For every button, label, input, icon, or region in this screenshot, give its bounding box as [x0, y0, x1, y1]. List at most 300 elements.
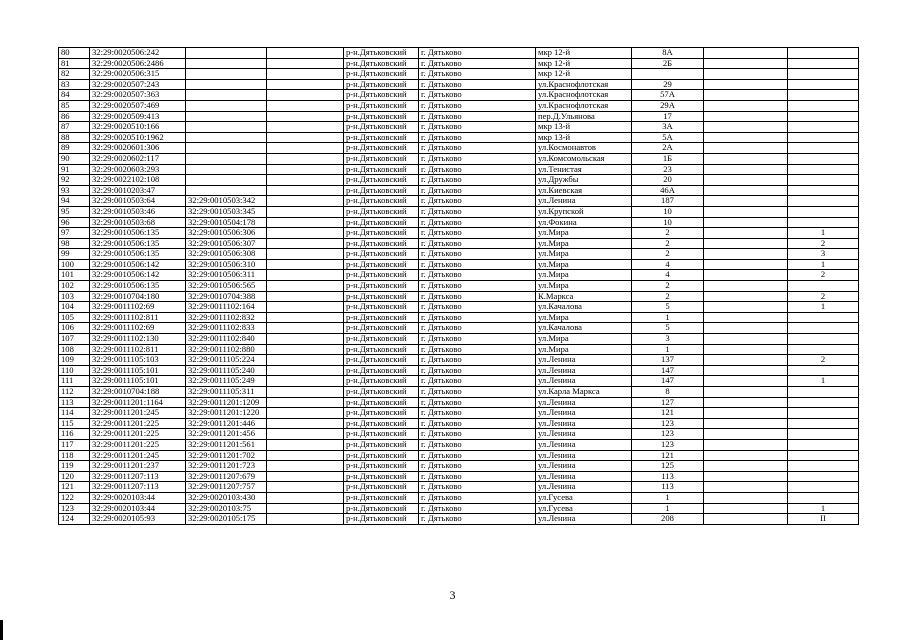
apartment-cell [788, 175, 859, 186]
street-cell: ул.Ленина [536, 514, 632, 525]
apartment-cell [788, 492, 859, 503]
empty-cell [267, 334, 344, 345]
building-cadastral-cell: 32:29:0011201:446 [186, 418, 267, 429]
apartment-cell: 2 [788, 291, 859, 302]
building-cadastral-cell: 32:29:0010503:342 [186, 196, 267, 207]
building-cadastral-cell: 32:29:0010506:565 [186, 281, 267, 292]
cadastral-number-cell: 32:29:0010506:142 [90, 259, 186, 270]
city-cell: г. Дятьково [419, 302, 536, 313]
table-row [59, 461, 859, 472]
table-row [59, 206, 859, 217]
table-row [59, 100, 859, 111]
street-cell: ул.Ленина [536, 397, 632, 408]
house-number-cell: 10 [632, 206, 704, 217]
street-cell: ул.Тенистая [536, 164, 632, 175]
building-cadastral-cell [186, 164, 267, 175]
table-row [59, 355, 859, 366]
row-number-cell: 106 [59, 323, 90, 334]
apartment-cell [788, 111, 859, 122]
row-number-cell: 87 [59, 122, 90, 133]
table-row [59, 122, 859, 133]
building-cell [704, 312, 788, 323]
building-cadastral-cell: 32:29:0010503:345 [186, 206, 267, 217]
building-cell [704, 143, 788, 154]
district-cell: р-н.Дятьковский [344, 217, 419, 228]
table-row [59, 175, 859, 186]
house-number-cell: 1 [632, 503, 704, 514]
table-row [59, 238, 859, 249]
building-cell [704, 450, 788, 461]
apartment-cell [788, 334, 859, 345]
table-row [59, 48, 859, 59]
building-cadastral-cell [186, 132, 267, 143]
cadastral-number-cell: 32:29:0011201:237 [90, 461, 186, 472]
table-row [59, 323, 859, 334]
city-cell: г. Дятьково [419, 185, 536, 196]
row-number-cell: 88 [59, 132, 90, 143]
house-number-cell: 121 [632, 450, 704, 461]
building-cell [704, 397, 788, 408]
empty-cell [267, 259, 344, 270]
house-number-cell: 5 [632, 302, 704, 313]
apartment-cell [788, 471, 859, 482]
city-cell: г. Дятьково [419, 111, 536, 122]
apartment-cell [788, 450, 859, 461]
city-cell: г. Дятьково [419, 270, 536, 281]
empty-cell [267, 365, 344, 376]
table-row [59, 90, 859, 101]
apartment-cell [788, 482, 859, 493]
apartment-cell [788, 132, 859, 143]
city-cell: г. Дятьково [419, 228, 536, 239]
street-cell: ул.Киевская [536, 185, 632, 196]
row-number-cell: 100 [59, 259, 90, 270]
building-cadastral-cell: 32:29:0011201:723 [186, 461, 267, 472]
district-cell: р-н.Дятьковский [344, 334, 419, 345]
street-cell: ул.Ленина [536, 365, 632, 376]
table-row [59, 69, 859, 80]
empty-cell [267, 122, 344, 133]
building-cadastral-cell: 32:29:0010704:388 [186, 291, 267, 302]
house-number-cell: 113 [632, 471, 704, 482]
cadastral-number-cell: 32:29:0011207:113 [90, 482, 186, 493]
district-cell: р-н.Дятьковский [344, 206, 419, 217]
building-cell [704, 291, 788, 302]
empty-cell [267, 196, 344, 207]
building-cell [704, 302, 788, 313]
street-cell: ул.Ленина [536, 439, 632, 450]
empty-cell [267, 100, 344, 111]
apartment-cell [788, 429, 859, 440]
house-number-cell: 8А [632, 48, 704, 59]
city-cell: г. Дятьково [419, 450, 536, 461]
city-cell: г. Дятьково [419, 344, 536, 355]
house-number-cell: 208 [632, 514, 704, 525]
row-number-cell: 85 [59, 100, 90, 111]
house-number-cell: 1Б [632, 153, 704, 164]
street-cell: ул.Мира [536, 238, 632, 249]
city-cell: г. Дятьково [419, 492, 536, 503]
district-cell: р-н.Дятьковский [344, 429, 419, 440]
street-cell: ул.Ленина [536, 355, 632, 366]
house-number-cell: 125 [632, 461, 704, 472]
row-number-cell: 82 [59, 69, 90, 80]
city-cell: г. Дятьково [419, 153, 536, 164]
building-cell [704, 196, 788, 207]
apartment-cell [788, 58, 859, 69]
building-cadastral-cell [186, 143, 267, 154]
table-row [59, 334, 859, 345]
street-cell: мкр 12-й [536, 48, 632, 59]
empty-cell [267, 408, 344, 419]
empty-cell [267, 355, 344, 366]
house-number-cell: 147 [632, 376, 704, 387]
city-cell: г. Дятьково [419, 461, 536, 472]
building-cadastral-cell: 32:29:0011102:840 [186, 334, 267, 345]
row-number-cell: 95 [59, 206, 90, 217]
house-number-cell: 2 [632, 228, 704, 239]
row-number-cell: 113 [59, 397, 90, 408]
row-number-cell: 124 [59, 514, 90, 525]
apartment-cell [788, 164, 859, 175]
house-number-cell: 5 [632, 323, 704, 334]
city-cell: г. Дятьково [419, 429, 536, 440]
cadastral-number-cell: 32:29:0010503:46 [90, 206, 186, 217]
street-cell: ул.Ленина [536, 461, 632, 472]
building-cell [704, 270, 788, 281]
street-cell: ул.Ленина [536, 471, 632, 482]
district-cell: р-н.Дятьковский [344, 79, 419, 90]
district-cell: р-н.Дятьковский [344, 482, 419, 493]
district-cell: р-н.Дятьковский [344, 196, 419, 207]
house-number-cell: 2 [632, 291, 704, 302]
district-cell: р-н.Дятьковский [344, 365, 419, 376]
table-body [59, 48, 859, 525]
building-cell [704, 122, 788, 133]
street-cell: ул.Краснофлотская [536, 100, 632, 111]
street-cell: ул.Крупской [536, 206, 632, 217]
apartment-cell [788, 439, 859, 450]
building-cadastral-cell: 32:29:0020103:75 [186, 503, 267, 514]
cadastral-number-cell: 32:29:0011201:225 [90, 429, 186, 440]
city-cell: г. Дятьково [419, 355, 536, 366]
cadastral-number-cell: 32:29:0020510:1962 [90, 132, 186, 143]
district-cell: р-н.Дятьковский [344, 418, 419, 429]
apartment-cell: 2 [788, 270, 859, 281]
city-cell: г. Дятьково [419, 79, 536, 90]
building-cadastral-cell: 32:29:0010506:311 [186, 270, 267, 281]
row-number-cell: 97 [59, 228, 90, 239]
building-cell [704, 111, 788, 122]
building-cell [704, 334, 788, 345]
row-number-cell: 112 [59, 387, 90, 398]
house-number-cell: 1 [632, 344, 704, 355]
table-row [59, 281, 859, 292]
apartment-cell [788, 206, 859, 217]
street-cell: мкр 12-й [536, 58, 632, 69]
cadastral-number-cell: 32:29:0011105:101 [90, 365, 186, 376]
cadastral-number-cell: 32:29:0010506:135 [90, 281, 186, 292]
building-cadastral-cell: 32:29:0020105:175 [186, 514, 267, 525]
empty-cell [267, 69, 344, 80]
street-cell: ул.Фокина [536, 217, 632, 228]
district-cell: р-н.Дятьковский [344, 48, 419, 59]
house-number-cell: 57А [632, 90, 704, 101]
page-number: 3 [449, 588, 456, 602]
apartment-cell: 1 [788, 376, 859, 387]
table-row [59, 376, 859, 387]
district-cell: р-н.Дятьковский [344, 111, 419, 122]
building-cadastral-cell: 32:29:0011201:702 [186, 450, 267, 461]
city-cell: г. Дятьково [419, 249, 536, 260]
city-cell: г. Дятьково [419, 482, 536, 493]
city-cell: г. Дятьково [419, 323, 536, 334]
city-cell: г. Дятьково [419, 418, 536, 429]
building-cell [704, 471, 788, 482]
city-cell: г. Дятьково [419, 164, 536, 175]
house-number-cell: 29 [632, 79, 704, 90]
table-row [59, 397, 859, 408]
cadastral-number-cell: 32:29:0011207:113 [90, 471, 186, 482]
row-number-cell: 110 [59, 365, 90, 376]
building-cadastral-cell: 32:29:0010506:310 [186, 259, 267, 270]
street-cell: ул.Дружбы [536, 175, 632, 186]
cadastral-number-cell: 32:29:0011201:225 [90, 439, 186, 450]
building-cadastral-cell [186, 48, 267, 59]
house-number-cell: 1 [632, 312, 704, 323]
apartment-cell [788, 408, 859, 419]
street-cell: ул.Ленина [536, 429, 632, 440]
row-number-cell: 94 [59, 196, 90, 207]
empty-cell [267, 206, 344, 217]
cadastral-number-cell: 32:29:0011102:811 [90, 312, 186, 323]
building-cadastral-cell: 32:29:0011201:1220 [186, 408, 267, 419]
building-cadastral-cell: 32:29:0011102:880 [186, 344, 267, 355]
cadastral-number-cell: 32:29:0011201:225 [90, 418, 186, 429]
building-cell [704, 503, 788, 514]
building-cadastral-cell [186, 185, 267, 196]
building-cadastral-cell: 32:29:0011201:1209 [186, 397, 267, 408]
apartment-cell: 2 [788, 355, 859, 366]
house-number-cell: 8 [632, 387, 704, 398]
district-cell: р-н.Дятьковский [344, 439, 419, 450]
building-cell [704, 100, 788, 111]
empty-cell [267, 514, 344, 525]
house-number-cell: 113 [632, 482, 704, 493]
table-row [59, 492, 859, 503]
empty-cell [267, 79, 344, 90]
building-cadastral-cell [186, 111, 267, 122]
row-number-cell: 91 [59, 164, 90, 175]
empty-cell [267, 376, 344, 387]
empty-cell [267, 461, 344, 472]
city-cell: г. Дятьково [419, 397, 536, 408]
table-row [59, 408, 859, 419]
street-cell: ул.Мира [536, 334, 632, 345]
house-number-cell: 29А [632, 100, 704, 111]
row-number-cell: 116 [59, 429, 90, 440]
row-number-cell: 119 [59, 461, 90, 472]
cadastral-number-cell: 32:29:0020507:243 [90, 79, 186, 90]
table-row [59, 164, 859, 175]
district-cell: р-н.Дятьковский [344, 323, 419, 334]
city-cell: г. Дятьково [419, 334, 536, 345]
cadastral-number-cell: 32:29:0011102:811 [90, 344, 186, 355]
table-row [59, 143, 859, 154]
empty-cell [267, 471, 344, 482]
table-row [59, 514, 859, 525]
street-cell: ул.Ленина [536, 408, 632, 419]
city-cell: г. Дятьково [419, 312, 536, 323]
empty-cell [267, 387, 344, 398]
table-row [59, 302, 859, 313]
building-cell [704, 365, 788, 376]
table-row [59, 418, 859, 429]
table-row [59, 58, 859, 69]
street-cell: ул.Ленина [536, 450, 632, 461]
district-cell: р-н.Дятьковский [344, 249, 419, 260]
district-cell: р-н.Дятьковский [344, 100, 419, 111]
empty-cell [267, 492, 344, 503]
row-number-cell: 118 [59, 450, 90, 461]
building-cadastral-cell: 32:29:0011102:832 [186, 312, 267, 323]
row-number-cell: 81 [59, 58, 90, 69]
house-number-cell: 187 [632, 196, 704, 207]
building-cell [704, 408, 788, 419]
street-cell: ул.Мира [536, 228, 632, 239]
row-number-cell: 108 [59, 344, 90, 355]
city-cell: г. Дятьково [419, 471, 536, 482]
empty-cell [267, 132, 344, 143]
city-cell: г. Дятьково [419, 196, 536, 207]
empty-cell [267, 503, 344, 514]
house-number-cell: 2А [632, 143, 704, 154]
building-cadastral-cell [186, 153, 267, 164]
city-cell: г. Дятьково [419, 48, 536, 59]
apartment-cell [788, 69, 859, 80]
city-cell: г. Дятьково [419, 69, 536, 80]
table-row [59, 450, 859, 461]
city-cell: г. Дятьково [419, 291, 536, 302]
table-row [59, 439, 859, 450]
house-number-cell: 2 [632, 249, 704, 260]
city-cell: г. Дятьково [419, 206, 536, 217]
building-cadastral-cell [186, 90, 267, 101]
city-cell: г. Дятьково [419, 238, 536, 249]
row-number-cell: 103 [59, 291, 90, 302]
cadastral-number-cell: 32:29:0022102:108 [90, 175, 186, 186]
building-cell [704, 259, 788, 270]
district-cell: р-н.Дятьковский [344, 270, 419, 281]
district-cell: р-н.Дятьковский [344, 259, 419, 270]
house-number-cell: 1 [632, 492, 704, 503]
table-row [59, 482, 859, 493]
row-number-cell: 117 [59, 439, 90, 450]
cadastral-number-cell: 32:29:0010506:142 [90, 270, 186, 281]
apartment-cell [788, 281, 859, 292]
district-cell: р-н.Дятьковский [344, 281, 419, 292]
district-cell: р-н.Дятьковский [344, 514, 419, 525]
empty-cell [267, 249, 344, 260]
city-cell: г. Дятьково [419, 376, 536, 387]
house-number-cell: 121 [632, 408, 704, 419]
table-row [59, 111, 859, 122]
district-cell: р-н.Дятьковский [344, 387, 419, 398]
row-number-cell: 80 [59, 48, 90, 59]
house-number-cell: 127 [632, 397, 704, 408]
street-cell: ул.Мира [536, 270, 632, 281]
row-number-cell: 99 [59, 249, 90, 260]
apartment-cell [788, 143, 859, 154]
apartment-cell [788, 185, 859, 196]
building-cell [704, 238, 788, 249]
empty-cell [267, 439, 344, 450]
building-cell [704, 90, 788, 101]
cadastral-number-cell: 32:29:0011105:103 [90, 355, 186, 366]
city-cell: г. Дятьково [419, 503, 536, 514]
apartment-cell [788, 100, 859, 111]
empty-cell [267, 111, 344, 122]
city-cell: г. Дятьково [419, 408, 536, 419]
row-number-cell: 122 [59, 492, 90, 503]
house-number-cell: 17 [632, 111, 704, 122]
apartment-cell [788, 397, 859, 408]
house-number-cell: 123 [632, 439, 704, 450]
row-number-cell: 107 [59, 334, 90, 345]
cadastral-number-cell: 32:29:0010704:188 [90, 387, 186, 398]
building-cadastral-cell [186, 58, 267, 69]
empty-cell [267, 270, 344, 281]
cadastral-number-cell: 32:29:0011201:1164 [90, 397, 186, 408]
cadastral-number-cell: 32:29:0020105:93 [90, 514, 186, 525]
building-cadastral-cell: 32:29:0011102:833 [186, 323, 267, 334]
city-cell: г. Дятьково [419, 122, 536, 133]
city-cell: г. Дятьково [419, 90, 536, 101]
cadastral-number-cell: 32:29:0020602:117 [90, 153, 186, 164]
district-cell: р-н.Дятьковский [344, 238, 419, 249]
house-number-cell: 137 [632, 355, 704, 366]
street-cell: мкр 13-й [536, 132, 632, 143]
city-cell: г. Дятьково [419, 365, 536, 376]
cadastral-number-cell: 32:29:0020103:44 [90, 492, 186, 503]
empty-cell [267, 58, 344, 69]
empty-cell [267, 164, 344, 175]
building-cell [704, 439, 788, 450]
district-cell: р-н.Дятьковский [344, 153, 419, 164]
table-row [59, 132, 859, 143]
cadastral-number-cell: 32:29:0020506:2486 [90, 58, 186, 69]
empty-cell [267, 175, 344, 186]
cadastral-number-cell: 32:29:0010704:180 [90, 291, 186, 302]
property-table [58, 47, 859, 525]
house-number-cell: 23 [632, 164, 704, 175]
apartment-cell: 3 [788, 249, 859, 260]
row-number-cell: 86 [59, 111, 90, 122]
building-cadastral-cell: 32:29:0011105:311 [186, 387, 267, 398]
cadastral-number-cell: 32:29:0011102:69 [90, 302, 186, 313]
district-cell: р-н.Дятьковский [344, 185, 419, 196]
city-cell: г. Дятьково [419, 175, 536, 186]
cadastral-number-cell: 32:29:0020507:363 [90, 90, 186, 101]
row-number-cell: 96 [59, 217, 90, 228]
house-number-cell: 5А [632, 132, 704, 143]
cadastral-number-cell: 32:29:0020507:469 [90, 100, 186, 111]
building-cell [704, 249, 788, 260]
district-cell: р-н.Дятьковский [344, 492, 419, 503]
row-number-cell: 115 [59, 418, 90, 429]
house-number-cell: 2 [632, 238, 704, 249]
building-cadastral-cell: 32:29:0020103:430 [186, 492, 267, 503]
